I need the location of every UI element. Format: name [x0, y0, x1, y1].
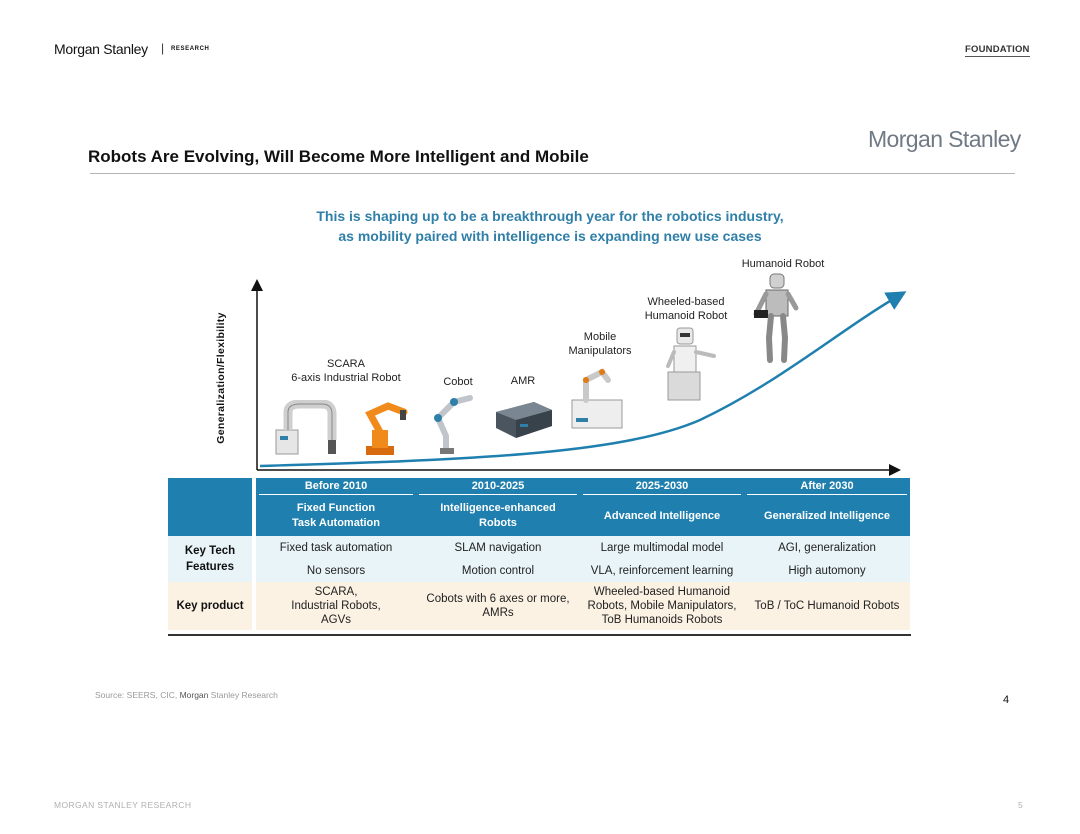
stage-cell: Fixed Function Task Automation [256, 496, 416, 536]
feature-cell: No sensors [256, 559, 416, 582]
feature-cell: Large multimodal model [580, 536, 744, 559]
stage-cell: Generalized Intelligence [744, 496, 910, 536]
header-brand: Morgan Stanley [54, 41, 148, 57]
header-separator: | [161, 41, 165, 55]
source-note: Source: SEERS, CIC, Morgan Stanley Research [95, 690, 278, 700]
product-cell: Cobots with 6 axes or more, AMRs [416, 582, 580, 630]
table-bottom-rule [168, 634, 911, 636]
slide-title: Robots Are Evolving, Will Become More Intelligent and Mobile [88, 147, 589, 166]
label-humanoid: Humanoid Robot [741, 258, 825, 270]
feature-cell: SLAM navigation [416, 536, 580, 559]
label-amr: AMR [510, 375, 536, 387]
feature-cell: Motion control [416, 559, 580, 582]
wheeled-humanoid-icon [660, 322, 720, 404]
amr-icon [490, 396, 556, 442]
scara-robot-icon [270, 400, 340, 458]
slide-number: 4 [1003, 694, 1010, 706]
feature-cell: Fixed task automation [256, 536, 416, 559]
label-mobile-manipulators: Mobile Manipulators [568, 331, 632, 357]
product-cell: ToB / ToC Humanoid Robots [744, 582, 910, 630]
stage-cell: Intelligence-enhanced Robots [416, 496, 580, 536]
label-scara: SCARA 6-axis Industrial Robot [291, 358, 401, 384]
header-research: RESEARCH [171, 46, 210, 52]
feature-cell: VLA, reinforcement learning [580, 559, 744, 582]
slide-subtitle [250, 206, 850, 246]
header-foundation: FOUNDATION [965, 44, 1030, 55]
industrial-robot-icon [358, 400, 410, 458]
humanoid-robot-icon [750, 270, 804, 364]
product-cell: SCARA, Industrial Robots, AGVs [256, 582, 416, 630]
y-axis-label: Generalization/Flexibility [215, 312, 227, 444]
feature-cell: AGI, generalization [744, 536, 910, 559]
label-cobot: Cobot [443, 376, 473, 388]
era-header: Before 2010 [256, 478, 416, 496]
subtitle-line-2: as mobility paired with intelligence is expanding new use cases [338, 228, 762, 244]
table-corner [168, 478, 252, 536]
slide-logo: Morgan Stanley [868, 126, 1021, 152]
title-rule [90, 173, 1015, 174]
era-header: 2010-2025 [416, 478, 580, 496]
page-number: 5 [1018, 800, 1023, 810]
label-wheeled-humanoid: Wheeled-based Humanoid Robot [644, 296, 728, 322]
stage-cell: Advanced Intelligence [580, 496, 744, 536]
subtitle-line-1: This is shaping up to be a breakthrough year for the robotics industry, [316, 208, 784, 224]
era-header: After 2030 [744, 478, 910, 496]
era-header: 2025-2030 [580, 478, 744, 496]
footer-brand: MORGAN STANLEY RESEARCH [54, 800, 192, 810]
evolution-table [168, 478, 910, 630]
feature-cell: High automony [744, 559, 910, 582]
key-product-label: Key product [168, 582, 252, 630]
mobile-manipulator-icon [566, 366, 628, 432]
key-tech-label: Key Tech Features [168, 536, 252, 582]
product-cell: Wheeled-based Humanoid Robots, Mobile Manipulators, ToB Humanoids Robots [580, 582, 744, 630]
cobot-icon [432, 392, 480, 456]
